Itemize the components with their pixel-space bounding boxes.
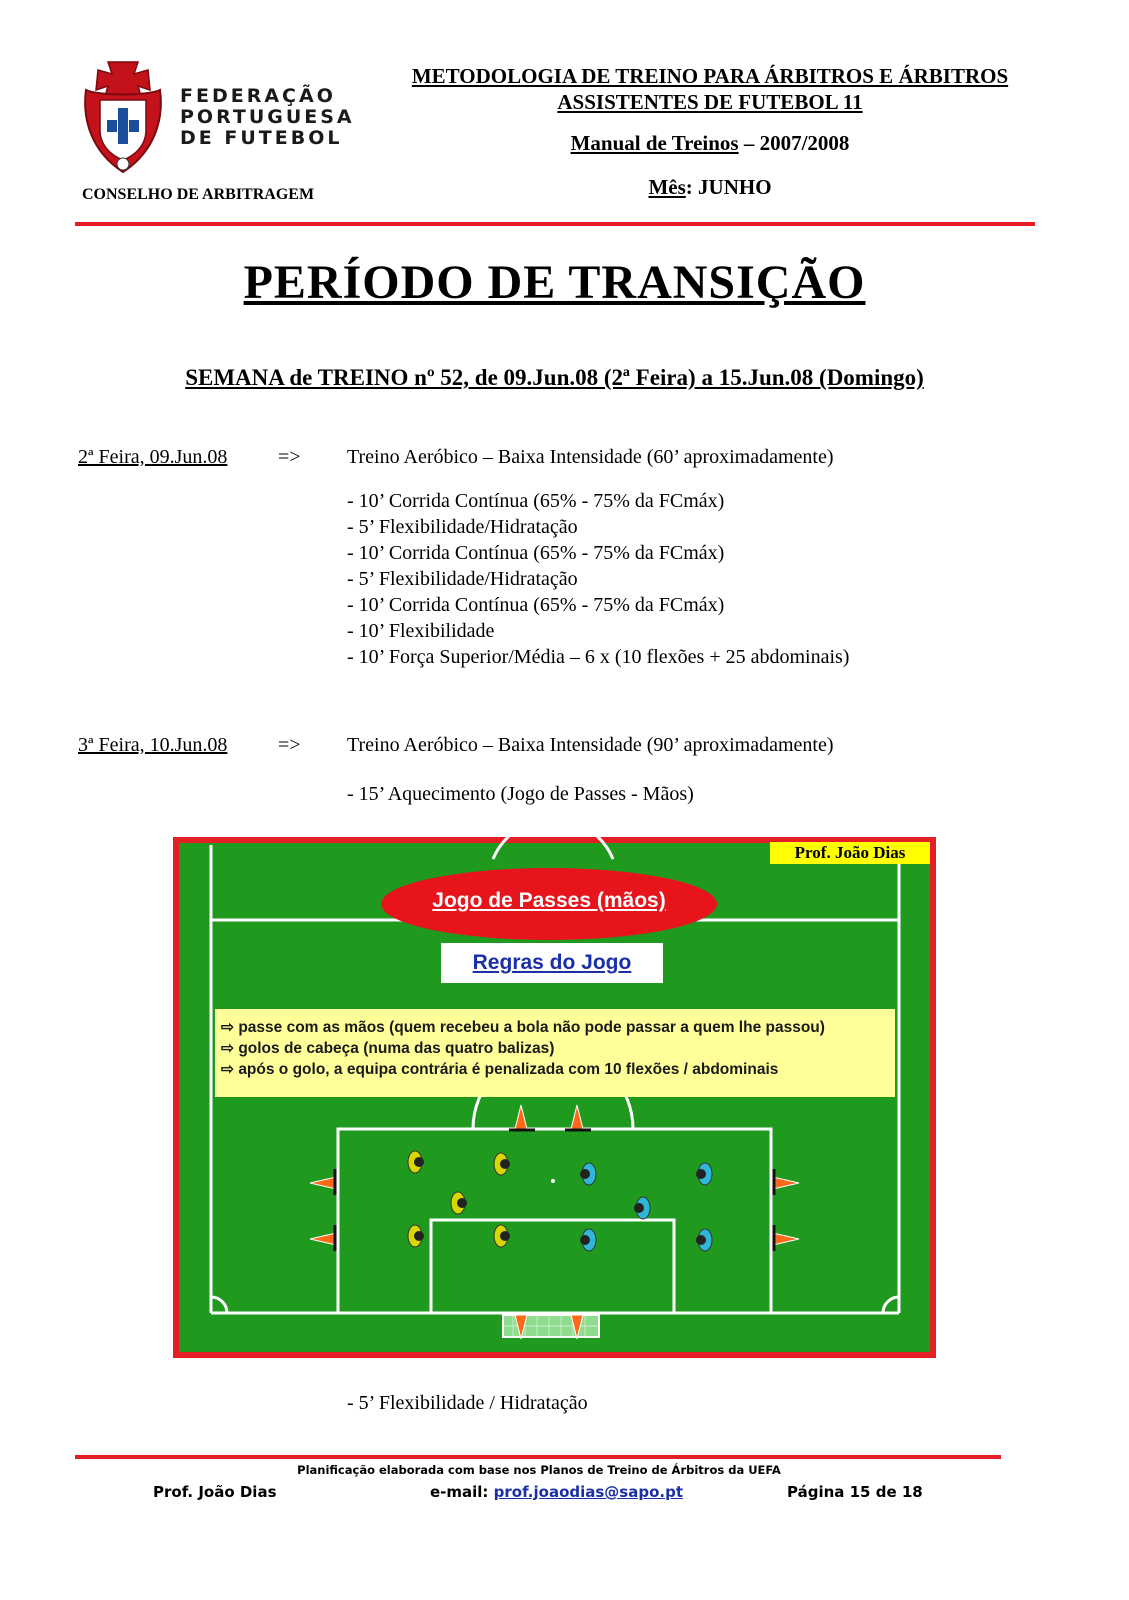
list-item: - 10’ Flexibilidade xyxy=(347,620,495,642)
doc-title-line-2: ASSISTENTES DE FUTEBOL 11 xyxy=(557,90,863,114)
day-1-arrow: => xyxy=(278,446,301,468)
header-divider xyxy=(75,222,1035,226)
rule-bullet-icon: ⇨ xyxy=(221,1061,234,1078)
game-title: Jogo de Passes (mãos) xyxy=(432,889,666,912)
month-line xyxy=(380,175,1040,200)
logo-line-1: FEDERAÇÃO xyxy=(180,85,336,107)
rule-item: ⇨ após o golo, a equipa contrária é penalizada com 10 flexões / abdominais xyxy=(221,1061,779,1078)
rules-box xyxy=(215,1009,895,1097)
list-item: - 5’ Flexibilidade/Hidratação xyxy=(347,516,578,538)
rule-item: ⇨ passe com as mãos (quem recebeu a bola não pode passar a quem lhe passou) xyxy=(221,1019,825,1036)
council-name: CONSELHO DE ARBITRAGEM xyxy=(82,186,315,203)
rule-bullet-icon: ⇨ xyxy=(221,1019,234,1036)
list-item: - 10’ Corrida Contínua (65% - 75% da FCmáx) xyxy=(347,594,725,616)
footer-email-link[interactable]: prof.joaodias@sapo.pt xyxy=(493,1483,684,1501)
month-value: : JUNHO xyxy=(685,175,772,199)
day-1-description: Treino Aeróbico – Baixa Intensidade (60’ aproximadamente) xyxy=(347,446,834,468)
day-1-items xyxy=(347,488,849,670)
fpf-crest-icon xyxy=(78,60,168,176)
rule-item: ⇨ golos de cabeça (numa das quatro balizas) xyxy=(221,1040,555,1057)
day-2-date: 3ª Feira, 10.Jun.08 xyxy=(78,734,228,756)
list-item: - 10’ Corrida Contínua (65% - 75% da FCmáx) xyxy=(347,490,725,512)
week-title: SEMANA de TREINO nº 52, de 09.Jun.08 (2ª Feira) a 15.Jun.08 (Domingo) xyxy=(185,365,924,390)
list-item: - 5’ Flexibilidade/Hidratação xyxy=(347,568,578,590)
footer-divider xyxy=(75,1455,1001,1459)
logo-line-3: DE FUTEBOL xyxy=(180,127,343,149)
manual-year: – 2007/2008 xyxy=(738,131,850,155)
list-item: - 10’ Força Superior/Média – 6 x (10 flexões + 25 abdominais) xyxy=(347,646,850,668)
month-label: Mês xyxy=(648,175,686,199)
football-pitch-graphic xyxy=(173,837,936,1358)
list-item: - 5’ Flexibilidade / Hidratação xyxy=(347,1392,588,1414)
day-2-arrow: => xyxy=(278,734,301,756)
fpf-logo-emblem xyxy=(78,60,168,176)
rules-title: Regras do Jogo xyxy=(441,943,663,983)
rule-bullet-icon: ⇨ xyxy=(221,1040,234,1057)
manual-label: Manual de Treinos xyxy=(570,131,739,155)
diagram-author-label: Prof. João Dias xyxy=(770,842,930,864)
manual-line xyxy=(380,131,1040,156)
day-1-date: 2ª Feira, 09.Jun.08 xyxy=(78,446,228,468)
list-item: - 10’ Corrida Contínua (65% - 75% da FCmáx) xyxy=(347,542,725,564)
doc-title-line-1: METODOLOGIA DE TREINO PARA ÁRBITROS E ÁRBITROS xyxy=(411,64,1009,88)
footer-email-label: e-mail: xyxy=(430,1483,494,1501)
training-field-diagram xyxy=(173,837,936,1358)
footer-page-number: Página 15 de 18 xyxy=(787,1483,923,1501)
footer-email-line xyxy=(430,1483,683,1501)
footer-note: Planificação elaborada com base nos Planos de Treino de Árbitros da UEFA xyxy=(297,1463,781,1477)
fpf-logo-wordmark xyxy=(180,86,355,149)
logo-line-2: PORTUGUESA xyxy=(180,106,355,128)
day-2-description: Treino Aeróbico – Baixa Intensidade (90’ aproximadamente) xyxy=(347,734,834,756)
list-item: - 15’ Aquecimento (Jogo de Passes - Mãos) xyxy=(347,783,694,805)
page-title: PERÍODO DE TRANSIÇÃO xyxy=(243,256,866,309)
footer-author: Prof. João Dias xyxy=(153,1483,277,1501)
